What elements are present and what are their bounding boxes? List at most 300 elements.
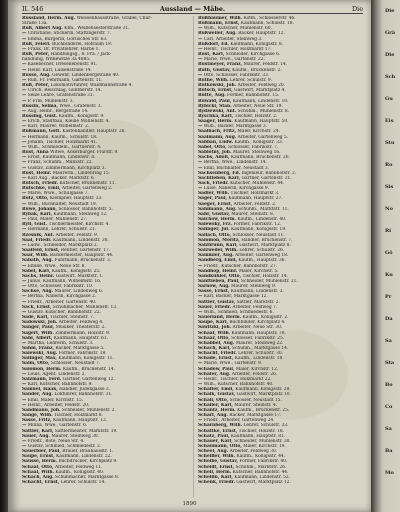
entry-name: Saupe, Karl, <box>198 320 228 326</box>
entry-name: Saal, Friedr. <box>22 237 52 243</box>
entry-name: Schaaf, Otto, <box>22 464 54 470</box>
entry-name: Schall, Otto, <box>198 397 229 403</box>
entry-name: Sahlmann, Aug. <box>198 206 237 212</box>
entry-details: Karl, Kutscher, Bahnhofstr. 9. <box>26 382 93 388</box>
entry-name: Saalbach, Fritz, <box>198 129 237 135</box>
entry-details: Kaufmann, Hauptstr. 27. <box>227 196 283 202</box>
entry-name: Sack, Ernst, <box>22 304 52 310</box>
entry-details: Friedr., Kutscher, Bahnhofstr. 27. <box>202 263 278 269</box>
entry-details: Wilh., Schmiedem., Gärtnerstr. 4. <box>26 144 102 150</box>
entry-name: Sablotny, Joh. <box>198 150 232 156</box>
entry-details: Bäcker, Marktgasse 17. <box>227 413 282 419</box>
entry-name: Rust, Karl, <box>198 52 225 58</box>
entry-name: — <box>22 402 27 408</box>
entry-name: Schalk, Gustav, <box>198 392 236 398</box>
facing-page-fragment: Ku <box>385 272 393 278</box>
page-number: 1890 <box>182 501 197 507</box>
entry-name: — <box>22 36 27 42</box>
entry-name: — <box>22 299 27 305</box>
directory-entry <box>22 480 190 485</box>
entry-name: Samuel, Isaak, <box>22 387 58 393</box>
entry-details: Händler, Judengasse 3. <box>57 387 111 393</box>
entry-details: Paul, Maler, Mühlenstr. 27. <box>26 217 88 223</box>
entry-name: Ruß, Albert Aug. <box>22 26 63 32</box>
entry-details: Karl, Bäcker, Marktgasse 12. <box>202 294 268 300</box>
entry-name: Rybicki, Stan. <box>198 103 232 109</box>
left-column <box>22 16 190 498</box>
entry-name: Sanftleben, Paul, <box>198 278 240 284</box>
entry-name: Sadler, Wilh. <box>198 191 230 197</box>
entry-details: Maurerm., Lindenring 15. <box>51 170 111 176</box>
entry-details: Arbeiter, Feldweg 20. <box>236 83 286 89</box>
facing-page-fragment: Sa <box>385 338 392 344</box>
entry-details: Arbeiter, Gartenweg 5. <box>236 134 289 140</box>
entry-details: Maurer, Feldstr. 14. <box>242 62 288 68</box>
entry-name: Scheel, Aug. <box>198 449 229 455</box>
entry-details: Gastwirt, Marktplatz 10. <box>235 392 291 398</box>
entry-name: Sasse, Ernst, <box>198 289 230 295</box>
entry-details: Emil, Maler, Kirchstr. 15. <box>26 397 84 403</box>
entry-details: Kaufm., Königsstr. 2. <box>241 315 289 321</box>
entry-details: Arbeiter, Feldweg 11. <box>53 464 103 470</box>
entry-name: Sachs, Heinr. <box>22 273 55 279</box>
entry-name: — <box>198 46 203 52</box>
entry-name: Ryll, Gust. <box>22 222 48 228</box>
entry-name: Sallach, Otto, <box>198 232 232 238</box>
entry-details: Sattlermeister, Marktstr. 19. <box>53 428 118 434</box>
directory-entry <box>198 480 366 485</box>
entry-name: Sattler, Gustav, <box>198 299 236 305</box>
entry-details: Schuhm., Marktgasse 14. <box>230 346 289 351</box>
entry-details: Händler, Brückenstr. 7. <box>239 237 293 243</box>
entry-name: Sange, Wilh. <box>22 413 53 419</box>
entry-details: Schuhm., Mühlenstr. 8. <box>236 108 289 114</box>
entry-name: Scharf, Aug. <box>198 413 228 419</box>
entry-name: Rußweiler, Aug. <box>198 31 237 37</box>
entry-details: Ernst, Kaufmann, Lindenstr. 8. <box>26 155 96 161</box>
entry-details: Tischlermeister, Kirchstr. 4. <box>47 222 110 228</box>
entry-name: Rust, Anna <box>22 150 49 156</box>
entry-name: — <box>22 88 27 94</box>
entry-details: Kaufmann, Steinweg 12. <box>51 211 108 217</box>
entry-name: Schaaf, Wilh. <box>198 330 231 336</box>
paper-stain <box>68 120 158 190</box>
entry-name: Rzesnik, Ant. <box>22 232 55 238</box>
entry-details: Tischler, Holzstr. 14. <box>241 273 288 279</box>
entry-details: Lehrer, Schulstr. 26. <box>237 248 285 254</box>
facing-page-fragment: Co <box>385 404 393 410</box>
entry-name: Rutschke, Emil, <box>22 186 61 192</box>
entry-name: — <box>22 139 27 145</box>
entry-details: Buchbinderei, Hofraum 19. <box>50 41 113 47</box>
entry-details: Emilie, Wwe., Neue Str. 8. <box>26 263 86 269</box>
entry-details: Kutscher, Brunnenstr. 11. <box>58 181 116 186</box>
entry-details: Heinr., Tischler, Holzmarkt 22. <box>202 376 272 382</box>
entry-name: Schabbel, Aug. <box>198 340 235 346</box>
entry-name: — <box>198 294 203 300</box>
entry-details: Schneider, Kirchgasse 6. <box>224 52 281 58</box>
entry-name: — <box>22 165 27 171</box>
entry-name: Schattke, Ernst, <box>198 428 238 434</box>
entry-details: Martha, Lehrerin, Schulstr. 3. <box>26 340 94 346</box>
entry-details: Kaufm., Königsstr. 33. <box>233 139 284 145</box>
entry-details: Maurer, Steinweg 9. <box>229 284 277 290</box>
entry-name: Salomon, Moritz, <box>198 237 240 243</box>
entry-name: Saager, Herm. <box>198 119 233 125</box>
entry-name: — <box>198 382 203 388</box>
entry-details: Maurer, Lindenweg 6. <box>53 289 104 295</box>
entry-name: — <box>22 144 27 150</box>
entry-details: Bäckermeister, Hauptstr. 44. <box>48 253 114 259</box>
entry-name: Sawitzki, Joh. <box>198 325 232 331</box>
entry-details: Kaufmann, Lindenstr. 30. <box>51 237 109 243</box>
entry-name: Schach, Aug. <box>22 474 54 480</box>
entry-details: Former, Fabrikstr. 40. <box>238 459 288 465</box>
entry-name: Scheibe, Gustav, <box>198 459 238 465</box>
entry-details: Witwe, Ackerbürger, Flurstr. 9. <box>48 150 119 156</box>
entry-details: Bäcker, Hauptstr. 12. <box>236 31 285 37</box>
entry-name: Rußmann, Gott. <box>22 129 61 135</box>
facing-page-fragment: Ro <box>385 162 393 168</box>
entry-details: Kaufmann, Königsstr. 19. <box>229 227 287 233</box>
entry-name: Salzbrunn, Karl, <box>198 242 238 248</box>
entry-details: Bäcker, Marktgasse 5. <box>53 346 105 351</box>
entry-name: — <box>22 263 27 269</box>
entry-details: Schuhm., Marktstr. 26. <box>234 464 287 470</box>
entry-details: Kastenhändler, Hauptstr. 26. <box>60 129 126 135</box>
entry-name: Russing, Gust. <box>22 113 58 119</box>
entry-name: Sauer, Aug. <box>22 433 50 439</box>
entry-details: Heinr., Arbeiter, Feldstr. 20. <box>26 402 90 408</box>
entry-details: Wwe., Grafenstr. 3. <box>57 103 102 109</box>
entry-details: Sattler, Marktstr. 2. <box>235 299 280 305</box>
page-footer <box>8 501 371 507</box>
entry-details: Erich, Stadtbau, Kleine Mühlenstr. 4. <box>26 119 110 125</box>
facing-page-fragment: Sch <box>385 74 396 80</box>
entry-details: Maurer, Steinstr. 8. <box>229 211 275 217</box>
entry-name: Salewski, Aug. <box>22 351 58 357</box>
entry-name: — <box>198 26 203 32</box>
entry-name: — <box>22 227 27 233</box>
entry-details: Käsebecher, Dresenebenstr. 91. <box>26 62 98 68</box>
entry-details: Heinr. Karl, Luisenstraße 14. <box>26 67 92 73</box>
entry-details: Arbeiter, Feldweg 30. <box>228 449 278 455</box>
entry-details: Former, Fabrikstr. 12. <box>231 222 282 228</box>
entry-details: Gärtner, Gartenstr. 31. <box>240 175 292 181</box>
entry-name: Sasse, Fritz, <box>22 418 52 424</box>
entry-details: Wilh., Kutscher, Bahnhofstr. 40. <box>202 382 274 388</box>
facing-page-fragment: Die <box>385 52 395 58</box>
entry-name: Sadowski, Joh. <box>22 320 58 326</box>
entry-details: Kaufmann, Lindenstr. 3. <box>229 289 284 295</box>
entry-name: — <box>22 46 27 52</box>
entry-name: — <box>22 62 27 68</box>
entry-details: Kaufmann, Schulstr. 18. <box>239 21 294 27</box>
entry-name: — <box>22 67 27 73</box>
entry-name: Schacht, Friedr. <box>198 351 237 357</box>
entry-details: Kaufm., Brückenstr. 14. <box>61 366 116 372</box>
entry-details: Gustav, Kutscher, Bahnhofstr. 22. <box>26 309 101 315</box>
entry-name: — <box>22 191 27 197</box>
entry-name: Saar, Wilh. <box>22 253 49 259</box>
entry-details: Schuhmacher, Mühlenstr. 13. <box>51 304 118 310</box>
entry-name: Rutsch, Ernst, <box>198 88 233 94</box>
entry-details: Emma, Bürgerin, Görlisches Str. 63. <box>26 36 108 42</box>
column-divider <box>193 16 194 498</box>
entry-name: Ryschka, Karl, <box>198 113 234 119</box>
entry-details: Arbeiter, Feldweg 7. <box>231 304 278 310</box>
entry-name: — <box>198 263 203 269</box>
entry-details: Kaufmann, Königsstr. 8. <box>228 41 284 47</box>
entry-details: Minna, Wwe., Gartenstr. 6. <box>26 423 88 429</box>
entry-details: Arbeiter, Gartenweg 2. <box>60 186 113 192</box>
entry-details: Kaufm., Königsstr. 40. <box>54 469 105 475</box>
entry-details: Kaufm., Lindenstr. 18. <box>233 356 284 362</box>
entry-details: Tischler, Holzmarkt 3. <box>229 191 280 197</box>
entry-details: Schneider, Mühlenstr. 30. <box>232 438 291 444</box>
entry-details: Tischler, Holzmarkt 8. <box>52 413 103 419</box>
entry-details: Kaufmann, Königsstr. 28. <box>233 387 291 393</box>
entry-details: Schlosser, Neustadt 11. <box>231 232 285 238</box>
entry-name: Rustmeyer, Franz, <box>198 62 243 68</box>
entry-name: Sahr, Gustav, <box>198 211 230 217</box>
page-header-left: II. 546 <box>22 5 44 13</box>
facing-page-fragment: No <box>385 206 393 212</box>
entry-details: Schlosser, Neustadt 15. <box>228 397 282 403</box>
entry-name: Sachtleben, Karl, <box>198 175 241 181</box>
entry-details: Hermann, Lehrer, Schulstr. 21. <box>26 227 97 233</box>
entry-name: Salewsky, Frz. <box>198 222 232 228</box>
entry-name: Salzmann, Ferd. <box>22 376 62 382</box>
header-rule <box>22 13 363 14</box>
entry-details: Franz, Schuhm., Münzstr. 22. <box>26 160 93 166</box>
entry-name: — <box>22 242 27 248</box>
entry-details: Kutscher, Mühlenstr. 44. <box>228 181 285 186</box>
entry-name: — <box>198 57 203 63</box>
entry-details: Schlosser, Fabrikstr. 25. <box>229 335 285 341</box>
entry-details: Bertha, Näherin, Kirchgasse 2. <box>26 294 97 300</box>
facing-page-fragment: Ri <box>385 228 392 234</box>
entry-details: Gustav, Schmied, Schmiedestr. 2. <box>26 443 102 449</box>
entry-details: Arbeiter, Feldweg 4. <box>57 320 104 326</box>
entry-name: Sauerland, Herm. <box>198 315 242 321</box>
entry-name: Schäffer, Emil, <box>198 387 234 393</box>
entry-name: Rußdorf, Ed. <box>198 41 229 47</box>
entry-details: Kaufmann, Lindenstr. 10. <box>231 98 289 104</box>
entry-name: — <box>198 309 203 315</box>
facing-page-fragment: Eis <box>385 118 394 124</box>
entry-name: — <box>22 175 27 181</box>
entry-name: Sachs, Adolf, <box>198 155 230 161</box>
entry-details: Friedr., Arbeiter, Gartenweg 24. <box>202 418 275 424</box>
entry-details: Schlosser, Neustadt 7. <box>49 361 101 367</box>
entry-name: — <box>22 201 27 207</box>
entry-details: handlung, Witkewitze 3a 4885. <box>22 57 91 63</box>
entry-details: Kaufmann, Hauptstr. 81. <box>229 433 286 439</box>
entry-details: Wilh., Kutscher, Mühlenstr. 60. <box>202 26 272 32</box>
entry-details: Christiane, Stickerin, Stattingerstr. 7. <box>26 31 112 37</box>
entry-name: — <box>22 397 27 403</box>
facing-page-fragment: Sa <box>385 426 392 432</box>
entry-details: Klempner, Hauptstr. 33. <box>48 196 103 202</box>
entry-details: Buchbinder, Kirchplatz 4. <box>227 320 286 326</box>
entry-name: — <box>198 376 203 382</box>
entry-details: Marie, Wwe., Schulgasse 7. <box>26 191 89 197</box>
entry-name: — <box>198 418 203 424</box>
entry-name: Schaumann, Otto, <box>198 443 242 449</box>
entry-details: Gastwirt, Marktplatz 12. <box>235 480 291 486</box>
entry-details: Schneider, Mühlenstr. 21. <box>239 278 298 284</box>
entry-details: Schneider, Mühlenstr. 2. <box>60 407 116 413</box>
entry-name: Rutz, Otto, <box>22 196 49 202</box>
entry-details: Arbeiter, Neue Str. 19. <box>231 103 283 109</box>
entry-details: Arbeiter, Gartenweg 18. <box>233 253 289 259</box>
entry-details: Former, Bahnhofstr. 15. <box>225 93 280 99</box>
entry-details: Kaufmann, Brückenstr. 20. <box>229 155 290 161</box>
facing-page-fragment: Da <box>385 316 393 322</box>
entry-name: Schäfer, Aug. <box>198 371 231 377</box>
entry-name: Schaller, Karl, <box>198 402 233 408</box>
entry-details: Louis, Agent, Lindenstr. 2. <box>26 371 86 377</box>
entry-name: Russin, Selma, <box>22 103 58 109</box>
entry-name: Sänger, Paul, <box>22 325 55 331</box>
book-spine <box>0 0 8 512</box>
entry-details: Tischler, Holzstr. 18. <box>237 428 285 434</box>
entry-name: Saupe, Ernst, <box>22 454 55 460</box>
entry-details: Karl Aug., Bäcker, Marktstr. 6. <box>26 175 96 181</box>
entry-name: — <box>22 438 27 444</box>
entry-name: Sabel, Karl, <box>22 268 51 274</box>
entry-details: Maurer, Steinweg 30. <box>49 433 100 439</box>
page-header-right: Die <box>352 5 363 13</box>
entry-name: Sade, Karl, <box>22 315 49 321</box>
entry-name: Sagert, Wilh. <box>22 330 54 336</box>
entry-details: Hermann, Kaufm., Schulstr. 18. <box>26 134 98 140</box>
entry-name: — <box>22 382 27 388</box>
entry-details: Lehrer, Schulstr. 30. <box>236 351 284 357</box>
entry-name: Schatz, Paul, <box>198 433 230 439</box>
entry-details: P. Friß, Mühlenstr. 3. <box>26 98 74 104</box>
entry-details: Ulrich, Reischlag, Guntherstr. 14. <box>26 88 102 94</box>
entry-details: Schuhm., Marktstr. 11. <box>236 206 289 212</box>
entry-name: Rüst, Heinr. <box>22 170 52 176</box>
entry-details: Rentier, Gartenstr. 17. <box>59 248 111 254</box>
entry-details: Arbeiter, Neue Str. 30. <box>231 325 283 331</box>
entry-details: Maurer, Steinweg 16. <box>231 150 281 156</box>
entry-name: Schadow, Paul, <box>198 366 235 372</box>
entry-name: — <box>22 124 27 130</box>
entry-name: Rybak, Karl, <box>22 211 52 217</box>
entry-details: Kstm., Schlosserstr. 46. <box>242 16 296 21</box>
entry-name: Schauer, Karl, <box>198 438 233 444</box>
entry-name: Ruß, Peter, <box>22 83 50 89</box>
entry-name: Sack, Friedr. <box>198 181 229 186</box>
entry-details: Gastwirt, Marktplatz 4. <box>232 88 286 94</box>
entry-details: Arbeiter, Feldstr. 9. <box>54 232 99 238</box>
entry-name: Sammler, Aug. <box>198 253 234 259</box>
entry-name: — <box>22 217 27 223</box>
facing-page-fragment: Sis <box>385 184 394 190</box>
entry-name: Salinger, Max, <box>22 356 57 362</box>
directory-page <box>8 0 371 512</box>
entry-details: Kaufmann, Hauptstr. 70. <box>230 330 286 336</box>
entry-name: Schell, Herm. <box>198 469 232 475</box>
entry-name: — <box>22 309 27 315</box>
facing-page-fragment: Grä <box>385 30 396 36</box>
entry-details: Wilh., Schmied, Schmiedestr. 6. <box>202 309 274 315</box>
entry-name: Russo, Aug. <box>22 72 51 78</box>
entry-details: Maurer, Steinweg 22. <box>234 340 284 346</box>
entry-name: Salzwedel, Wilh. <box>198 248 238 254</box>
entry-details: Musiker, Theaterstr. 2. <box>54 325 106 331</box>
entry-details: Gärtner, Gartenweg 12. <box>61 376 115 382</box>
entry-name: — <box>198 124 203 130</box>
entry-details: Kaufmann, Lindenstr. 22. <box>54 454 112 460</box>
entry-details: Seize Lehre, Grafenstraße 31. <box>26 93 95 99</box>
entry-name: Scharnberg, Wilh. <box>198 423 243 429</box>
entry-name: Sabel, Otto, <box>198 144 227 150</box>
entry-details: Otto, Schlosser, Fabrikstr. 10. <box>26 284 94 290</box>
entry-details: Johann, Tischler, Holzmarkt 41. <box>26 139 98 145</box>
facing-page-fragment: Stu <box>385 140 395 146</box>
entry-name: Schenk, Friedr. <box>198 480 236 486</box>
entry-details: Handlungsg., 8. Fra. / Jäck- <box>49 52 112 58</box>
entry-details: Weissenbausstraße, Gräbel, Chur- <box>75 16 152 21</box>
entry-details: Lokführer, Bahnhofstr. 31. <box>53 392 113 398</box>
entry-details: Schuhmacher, Marktgasse 8. <box>53 474 120 480</box>
entry-name: — <box>22 77 27 83</box>
entry-name: — <box>198 36 203 42</box>
entry-details: Luise, Näherin, Kirchgasse 9. <box>202 186 270 192</box>
entry-name: Schaar, Otto, <box>198 335 230 341</box>
entry-details: Emil, Buchhalter, Neustadt 3. <box>202 165 270 171</box>
entry-name: Rutte, Aug. <box>198 93 226 99</box>
entry-name: Schaal, Wilh. <box>22 469 55 475</box>
entry-name: Sachsenberg, Ed. <box>198 170 241 176</box>
entry-details: Kaufm., Königsstr. 44. <box>235 454 286 460</box>
entry-name: Rußmann, Ernst, <box>198 21 240 27</box>
entry-details: Arbeiter, Feldstr. 2. <box>232 201 277 207</box>
entry-details: Gastwirt, Marktplatz 8. <box>237 242 291 248</box>
entry-details: Maler, Kirchstr. 19. <box>241 443 286 449</box>
entry-name: — <box>22 294 27 300</box>
entry-name: — <box>22 93 27 99</box>
entry-details: Kaufmann, Hauptstr. 50. <box>232 119 289 125</box>
facing-page-fragment: Gö <box>385 250 393 256</box>
entry-details: Friedr., Bote, Neue Str. 4. <box>26 438 85 444</box>
entry-name: Schantz, Herm. <box>198 407 236 413</box>
entry-name: Scheffler, Wilh. <box>198 454 236 460</box>
entry-name: Rydzewski, Ant. <box>198 108 237 114</box>
entry-details: Karl, Maurer, Wilhelmstr. 2. <box>26 124 90 130</box>
facing-page-fragment: Gu <box>385 96 393 102</box>
entry-details: Schlosser, Fabrikstr. 7. <box>226 144 279 150</box>
entry-details: Kutscher, Bahnhofstr. 44. <box>231 469 289 475</box>
entry-name: Sander, Aug. <box>22 392 53 398</box>
entry-name: Sausse, Herm. <box>22 459 58 465</box>
entry-details: Gustav, Zimmermann, Kirchplatz 3. <box>26 165 106 171</box>
entry-name: — <box>198 361 203 367</box>
entry-name: — <box>22 371 27 377</box>
entry-name: Sahl, Albert, <box>22 335 53 341</box>
entry-name: — <box>22 155 27 161</box>
entry-name: — <box>22 119 27 125</box>
entry-details: Lokomotivführer, Waldmannstraße 4. <box>49 83 133 89</box>
entry-details: Kfm., Weißensesterstraße 31. <box>62 26 130 32</box>
entry-details: Friedr., Arbeiter, Gartenstr. 40. <box>26 299 97 305</box>
entry-details: Maurer, Steinstr. 4. <box>232 402 278 408</box>
entry-details: Lehrer, Schulstr. 9. <box>228 77 273 83</box>
